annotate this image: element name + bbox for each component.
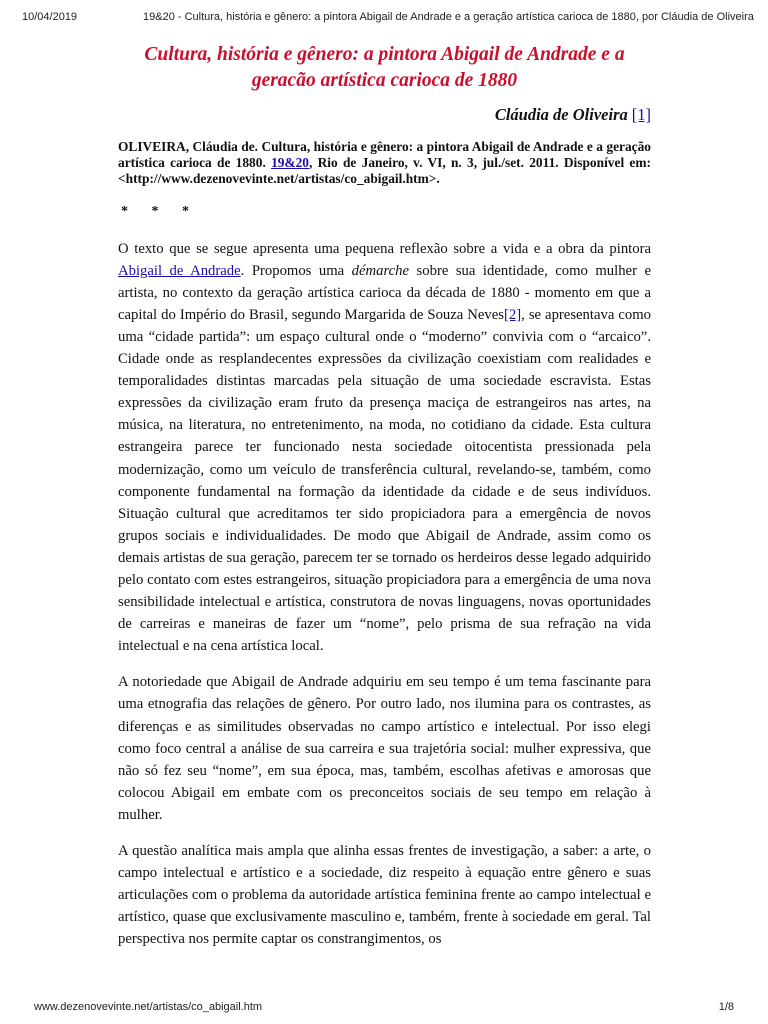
- p1-text-a: O texto que se segue apresenta uma pequena reflexão sobre a vida e a obra da pintora: [118, 240, 651, 257]
- print-url: www.dezenovevinte.net/artistas/co_abigail.htm: [34, 1001, 263, 1013]
- p1-emphasis: démarche: [351, 262, 410, 279]
- journal-link[interactable]: 19&20: [271, 155, 309, 171]
- p1-text-d: , se apresentava como uma “cidade partida”: um espaço cultural onde o “moderno” convivia com o “arcaico”. Cidade onde as resplandecentes expressões da civilização coexistiam com realidades e temporalidades distintas marcadas pela situação de uma sociedade escravista. Estas expressões da civilização eram fruto da presença maciça de estrangeiros nas artes, na música, na literatura, no entretenimento, na moda, no cotidiano da cidade. Esta cultura estrangeira parece ter funcionado nesta sociedade oitocentista pressionada pela modernização, como um veículo de transferência cultural, revelando-se, também, como componente fundamental na formação da identidade da cidade e de seus indivíduos. Situação cultural que acreditamos ter sido propiciadora para a emergência de novos grupos sociais e individualidades. De modo que Abigail de Andrade, assim como os demais artistas de sua geração, parecem ter se tornado os herdeiros desse legado adquirido pelo contato com estes estrangeiros, situação propiciadora para a emergência de uma nova sensibilidade intelectual e artística, construtora de novas linguagens, novas oportunidades de carreiras e maneiras de fazer um “nome”, pelo prisma de sua refração na vida intelectual e na cena artística local.: [118, 306, 651, 655]
- paragraph-1: [118, 238, 651, 658]
- citation-text-end: , Rio de Janeiro, v. VI, n. 3, jul./set. 2011. Disponível em: <http://www.dezenovevinte.net/artistas/co_abigail.htm>.: [118, 155, 651, 187]
- paragraph-3: A questão analítica mais ampla que alinha essas frentes de investigação, a saber: a arte, o campo intelectual e artístico e a sociedade, diz respeito à equação entre gênero e suas articulações com o problema da autoridade artística feminina frente ao campo intelectual e artístico, quase que exclusivamente masculino e, também, frente à sociedade em geral. Tal perspectiva nos permite captar os constrangimentos, os: [118, 843, 651, 948]
- article: [118, 42, 651, 951]
- print-date: 10/04/2019: [22, 11, 78, 23]
- article-title: Cultura, história e gênero: a pintora Abigail de Andrade e a geracão artística carioca de 1880: [144, 44, 625, 91]
- paragraph-2: A notoriedade que Abigail de Andrade adquiriu em seu tempo é um tema fascinante para uma etnografia das relações de gênero. Por outro lado, nos ilumina para os contrastes, as diferenças e as similitudes observadas no campo artístico e intelectual. Por isso elegi como foco central a análise de sua carreira e sua trajetória social: mulher expressiva, que não só fez seu “nome”, em sua época, mas, também, escolhas afetivas e amorosas que colocou Abigail em embate com os preconceitos sociais de seu tempo em relação à mulher.: [118, 674, 651, 823]
- citation: [118, 139, 651, 188]
- print-page-title: 19&20 - Cultura, história e gênero: a pintora Abigail de Andrade e a geração artística carioca de 1880, por Cláudia de Oliveira: [143, 11, 754, 23]
- footnote-2-link[interactable]: [2]: [504, 306, 522, 323]
- print-footer: [34, 1001, 734, 1015]
- citation-text-start: OLIVEIRA, Cláudia de. Cultura, história e gênero: a pintora Abigail de Andrade e a geração artística carioca de 1880.: [118, 139, 651, 171]
- print-header: [22, 11, 754, 25]
- abigail-link[interactable]: Abigail de Andrade: [118, 262, 241, 279]
- author-line: [118, 105, 651, 125]
- p1-text-c: sobre sua identidade, como mulher e artista, no contexto da geração artística carioca da década de 1880 - momento em que a capital do Império do Brasil, segundo Margarida de Souza Neves: [118, 262, 651, 323]
- p1-text-b: . Propomos uma: [240, 262, 352, 279]
- author-name: Cláudia de Oliveira: [494, 105, 628, 124]
- author-footnote-link[interactable]: [1]: [631, 105, 651, 124]
- page-number: 1/8: [718, 1001, 734, 1013]
- section-separator: * * *: [121, 203, 189, 219]
